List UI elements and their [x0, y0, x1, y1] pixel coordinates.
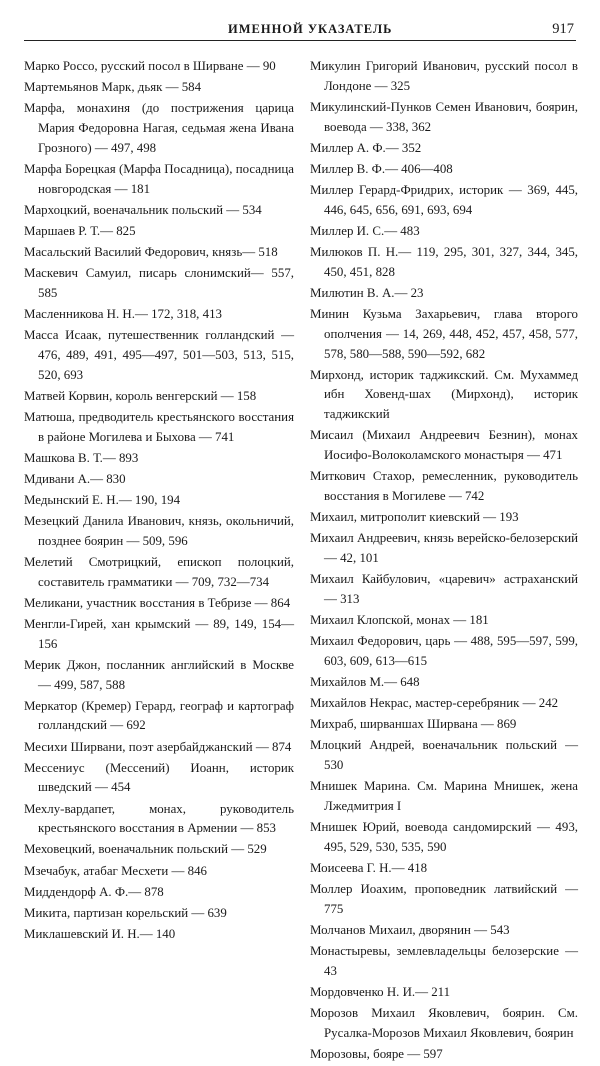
- index-entry: Михаил Кайбулович, «царевич» астраханский — 313: [310, 572, 578, 606]
- index-entry: Морозов Михаил Яковлевич, боярин. См. Русалка-Морозов Михаил Яковлевич, боярин: [310, 1005, 578, 1040]
- index-entry: Минин Кузьма Захарьевич, глава второго ополчения — 14, 269, 448, 452, 457, 458, 577, 578, 580—588, 590—592, 682: [310, 306, 578, 361]
- index-entry: Машкова В. Т.— 893: [24, 450, 139, 465]
- index-entry: Михайлов М.— 648: [310, 674, 420, 689]
- header-rule: [24, 40, 576, 41]
- index-entry: Миткович Стахор, ремесленник, руководитель восстания в Могилеве — 742: [310, 469, 578, 503]
- index-entry: Меркатор (Кремер) Герард, географ и картограф голландский — 692: [24, 698, 294, 733]
- index-column-right: [310, 57, 578, 1066]
- page-number: 917: [552, 21, 574, 37]
- index-entry: Мезецкий Данила Иванович, князь, окольничий, позднее боярин — 509, 596: [24, 513, 294, 548]
- index-entry: Меликани, участник восстания в Тебризе — 864: [24, 595, 291, 610]
- header-title: ИМЕННОЙ УКАЗАТЕЛЬ: [228, 22, 393, 36]
- index-entry: Марфа, монахиня (до пострижения царица Мария Федоровна Нагая, седьмая жена Ивана Грозного) — 497, 498: [24, 101, 294, 155]
- index-entry: Матюша, предводитель крестьянского восстания в районе Могилева и Быхова — 741: [24, 409, 294, 444]
- index-entry: Миллер А. Ф.— 352: [310, 140, 422, 155]
- index-entry: Маршаев Р. Т.— 825: [24, 223, 136, 238]
- index-entry: Марко Россо, русский посол в Ширване — 90: [24, 59, 276, 73]
- index-entry: Масальский Василий Федорович, князь— 518: [24, 244, 278, 259]
- index-entry: Масса Исаак, путешественник голландский — 476, 489, 491, 495—497, 501—503, 513, 515, 520, 693: [24, 328, 294, 382]
- index-entry: Мартемьянов Марк, дьяк — 584: [24, 80, 202, 95]
- index-entry: Мнишек Юрий, воевода сандомирский — 493, 495, 529, 530, 535, 590: [310, 820, 578, 854]
- index-entry: Мелетий Смотрицкий, епископ полоцкий, составитель грамматики — 709, 732—734: [24, 554, 294, 589]
- index-entry: Михаил Андреевич, князь верейско-белозерский — 42, 101: [310, 531, 578, 565]
- index-entry: Михайлов Некрас, мастер-серебряник — 242: [310, 696, 559, 711]
- index-entry: Миллер В. Ф.— 406—408: [310, 161, 453, 176]
- index-entry: Меховецкий, военачальник польский — 529: [24, 842, 267, 857]
- index-entry: Микита, партизан корельский — 639: [24, 905, 227, 920]
- index-entry: Монастыревы, землевладельцы белозерские — 43: [310, 943, 578, 978]
- index-entry: Масленникова Н. Н.— 172, 318, 413: [24, 306, 222, 321]
- index-entry: Млоцкий Андрей, военачальник польский — 530: [310, 738, 578, 773]
- index-entry: Молчанов Михаил, дворянин — 543: [310, 922, 510, 937]
- running-header: [228, 22, 574, 38]
- index-entry: Миклашевский И. Н.— 140: [24, 926, 176, 941]
- index-entry: Милютин В. А.— 23: [310, 285, 424, 300]
- index-entry: Мордовченко Н. И.— 211: [310, 984, 451, 999]
- index-entry: Миддендорф А. Ф.— 878: [24, 884, 164, 899]
- index-entry: Микулинский-Пунков Семен Иванович, боярин, воевода — 338, 362: [310, 99, 578, 134]
- index-entry: Мнишек Марина. См. Марина Мнишек, жена Лжедмитрия I: [310, 779, 578, 813]
- index-entry: Мерик Джон, посланник английский в Москве — 499, 587, 588: [24, 657, 294, 692]
- index-entry: Милюков П. Н.— 119, 295, 301, 327, 344, 345, 450, 451, 828: [310, 244, 578, 279]
- index-entry: Михраб, ширваншах Ширвана — 869: [310, 717, 517, 732]
- index-entry: Михаил Федорович, царь — 488, 595—597, 599, 603, 609, 613—615: [310, 634, 578, 668]
- index-entry: Мехлу-вардапет, монах, руководитель крестьянского восстания в Армении — 853: [24, 801, 294, 836]
- index-entry: Михаил Клопской, монах — 181: [310, 612, 489, 627]
- index-entry: Микулин Григорий Иванович, русский посол в Лондоне — 325: [310, 59, 578, 93]
- index-entry: Миллер Герард-Фридрих, историк — 369, 445, 446, 645, 656, 691, 693, 694: [310, 182, 578, 217]
- index-entry: Морозовы, бояре — 597: [310, 1046, 443, 1061]
- index-entry: Мисаил (Михаил Андреевич Безнин), монах Иосифо-Волоколамского монастыря — 471: [310, 428, 578, 463]
- index-entry: Моисеева Г. Н.— 418: [310, 860, 428, 875]
- index-entry: Мархоцкий, военачальник польский — 534: [24, 202, 262, 217]
- index-entry: Маскевич Самуил, писарь слонимский— 557, 585: [24, 266, 294, 300]
- index-entry: Миллер И. С.— 483: [310, 223, 420, 238]
- index-entry: Моллер Иоахим, проповедник латвийский — 775: [310, 882, 578, 916]
- index-entry: Мирхонд, историк таджикский. См. Мухаммед ибн Ховенд-шах (Мирхонд), историк таджикский: [310, 367, 578, 422]
- index-entry: Мессениус (Мессений) Иоанн, историк шведский — 454: [24, 760, 294, 795]
- index-entry: Михаил, митрополит киевский — 193: [310, 510, 519, 525]
- index-entry: Марфа Борецкая (Марфа Посадница), посадница новгородская — 181: [24, 161, 294, 196]
- index-column-left: [24, 57, 294, 946]
- index-entry: Мдивани А.— 830: [24, 471, 126, 486]
- index-entry: Месихи Ширвани, поэт азербайджанский — 874: [24, 739, 292, 754]
- index-entry: Медынский Е. Н.— 190, 194: [24, 492, 181, 507]
- index-entry: Менгли-Гирей, хан крымский — 89, 149, 154—156: [24, 616, 294, 651]
- index-entry: Матвей Корвин, король венгерский — 158: [24, 388, 257, 403]
- index-entry: Мзечабук, атабаг Месхети — 846: [24, 863, 208, 878]
